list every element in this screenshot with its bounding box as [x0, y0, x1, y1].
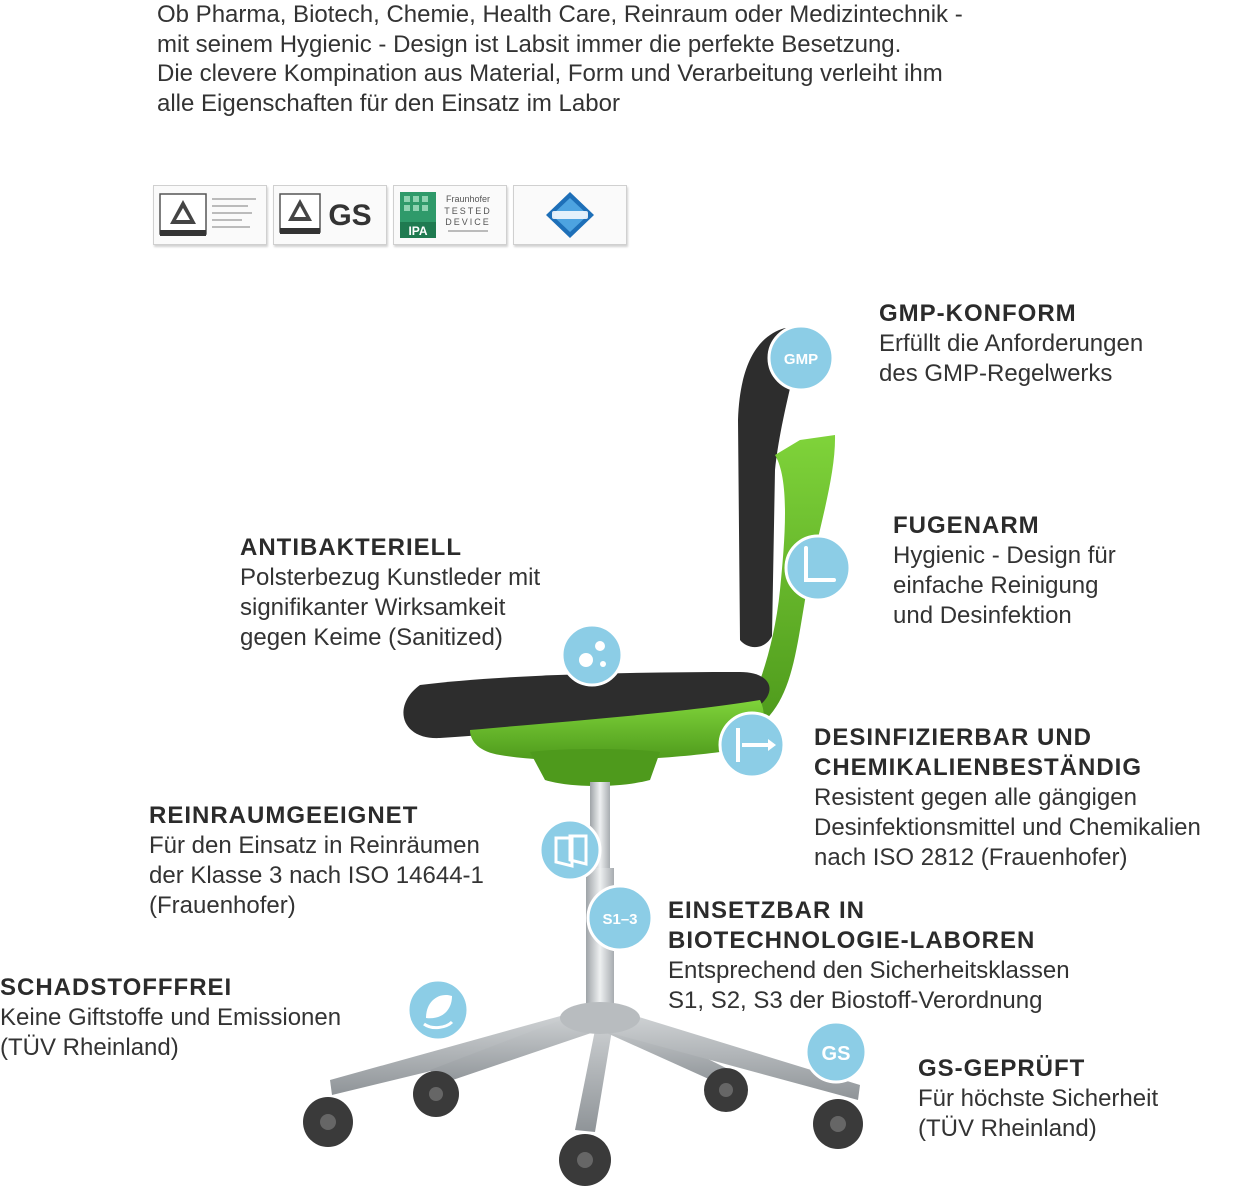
feature-biotech: [668, 896, 1070, 1016]
safety-class-icon: [588, 886, 652, 950]
svg-text:S1–3: S1–3: [602, 911, 638, 928]
svg-text:GMP: GMP: [783, 351, 819, 368]
feature-fugenarm: [893, 511, 1116, 631]
feature-gs: [918, 1054, 1158, 1144]
intro-line: Ob Pharma, Biotech, Chemie, Health Care, Reinraum oder Medizintechnik -: [157, 1, 963, 28]
feature-title: GS-GEPRÜFT: [918, 1055, 1086, 1082]
feature-desc: Keine Giftstoffe und Emissionen: [0, 1004, 342, 1031]
gs-tested-icon: [806, 1022, 866, 1082]
cleanroom-gloves-icon: [540, 820, 600, 880]
fraunhofer-label: Fraunhofer: [445, 194, 491, 204]
feature-desc: Erfüllt die Anforderungen: [879, 330, 1144, 357]
svg-text:GS: GS: [821, 1043, 851, 1065]
gmp-icon: [769, 326, 833, 390]
feature-reinraum: [149, 801, 484, 921]
ipa-mark: IPA: [408, 224, 428, 238]
tested-label: TESTED: [444, 206, 492, 216]
feature-desc: (TÜV Rheinland): [0, 1034, 179, 1061]
intro-line: alle Eigenschaften für den Einsatz im Labor: [157, 89, 620, 117]
feature-title: REINRAUMGEEIGNET: [149, 802, 419, 829]
feature-desc: signifikanter Wirksamkeit: [240, 594, 506, 621]
intro-line: mit seinem Hygienic - Design ist Labsit immer die perfekte Besetzung.: [157, 30, 902, 58]
feature-desc: Für den Einsatz in Reinräumen: [149, 832, 480, 859]
feature-desc: S1, S2, S3 der Biostoff-Verordnung: [668, 987, 1043, 1014]
feature-desinfizierbar: [814, 723, 1201, 873]
feature-title: ANTIBAKTERIELL: [240, 534, 462, 561]
feature-desc: der Klasse 3 nach ISO 14644-1: [149, 862, 484, 889]
feature-desc: gegen Keime (Sanitized): [240, 624, 503, 651]
feature-desc: (Frauenhofer): [149, 892, 296, 919]
feature-title: SCHADSTOFFFREI: [0, 974, 233, 1001]
feature-desc: einfache Reinigung: [893, 572, 1099, 599]
feature-schadstofffrei: [0, 973, 341, 1063]
feature-desc: (TÜV Rheinland): [918, 1115, 1097, 1142]
device-label: DEVICE: [445, 217, 491, 227]
feature-desc: Polsterbezug Kunstleder mit: [240, 564, 541, 591]
feature-desc: Desinfektionsmittel und Chemikalien: [814, 814, 1201, 841]
intro-line: Die clevere Kompination aus Material, Form und Verarbeitung verleiht ihm: [157, 60, 943, 87]
feature-title: EINSETZBAR IN: [668, 897, 866, 924]
feature-title: FUGENARM: [893, 512, 1040, 539]
feature-title: DESINFIZIERBAR UND: [814, 724, 1093, 751]
feature-desc: und Desinfektion: [893, 602, 1072, 629]
feature-antibakteriell: [240, 533, 540, 653]
feature-title: GMP-KONFORM: [879, 300, 1077, 327]
feature-gmp: [879, 299, 1143, 389]
seat-hub: [530, 749, 660, 786]
feature-desc: Für höchste Sicherheit: [918, 1085, 1159, 1112]
joint-free-icon: [786, 536, 850, 600]
disinfectable-icon: [720, 713, 784, 777]
feature-title: BIOTECHNOLOGIE-LABOREN: [668, 927, 1036, 954]
pollutant-free-leaf-icon: [408, 980, 468, 1040]
feature-title: CHEMIKALIENBESTÄNDIG: [814, 754, 1143, 781]
feature-desc: Hygienic - Design für: [893, 542, 1116, 569]
feature-desc: des GMP-Regelwerks: [879, 360, 1113, 387]
feature-desc: Resistent gegen alle gängigen: [814, 784, 1137, 811]
antibacterial-icon: [562, 625, 622, 685]
feature-desc: nach ISO 2812 (Frauenhofer): [814, 844, 1128, 871]
gs-mark: GS: [328, 199, 372, 232]
feature-desc: Entsprechend den Sicherheitsklassen: [668, 957, 1070, 984]
